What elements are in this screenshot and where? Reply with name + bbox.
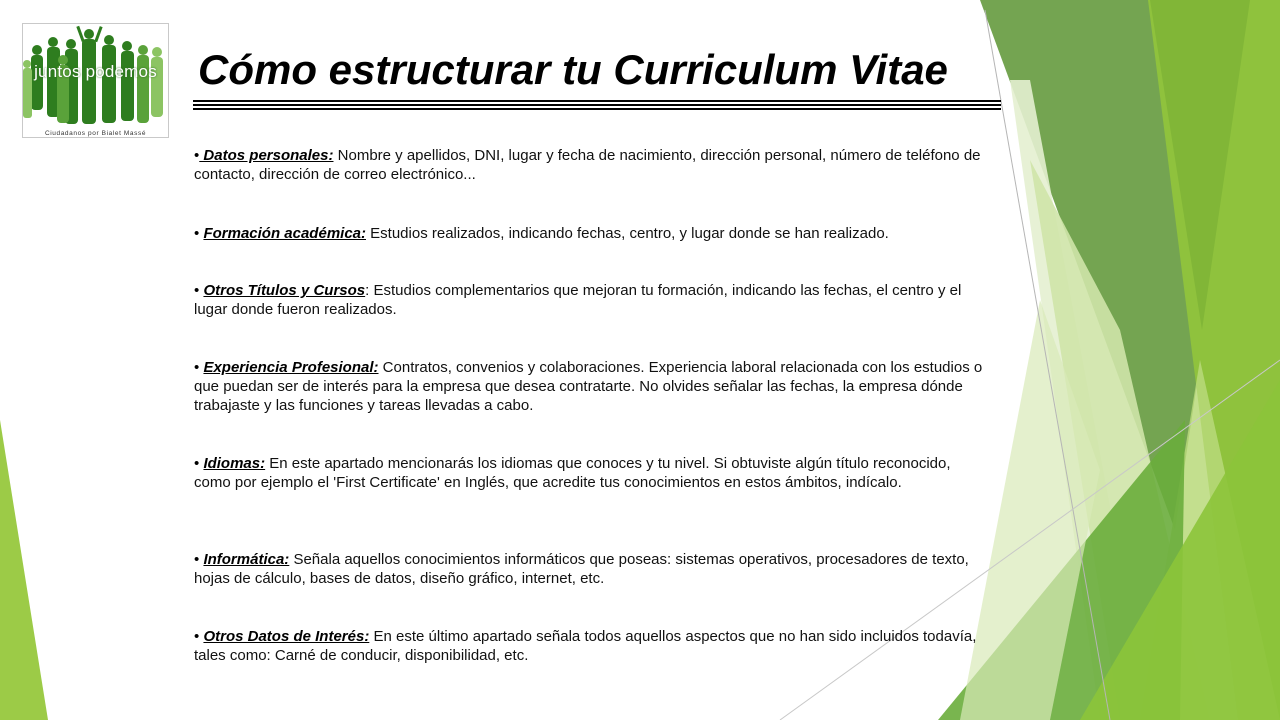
- item-key: Idiomas:: [203, 455, 266, 472]
- list-item-otros-titulos: [194, 281, 984, 319]
- logo-name: juntos podemos: [34, 62, 157, 81]
- item-text: En este apartado mencionarás los idiomas que conoces y tu nivel. Si obtuviste algún título reconocido, como por ejemplo el 'First Certificate' en Inglés, que acredite tus conocimientos en estos ámbitos, indícalo.: [194, 455, 951, 492]
- logo-tagline: Ciudadanos por Bialet Massé: [44, 130, 147, 137]
- title-underline-3: [193, 108, 1001, 110]
- item-text: Señala aquellos conocimientos informáticos que poseas: sistemas operativos, procesadores de texto, hojas de cálculo, bases de datos, diseño gráfico, internet, etc.: [194, 551, 969, 588]
- bullet: •: [194, 455, 200, 472]
- bullet: •: [194, 551, 200, 568]
- title-underline-2: [193, 104, 1001, 106]
- bullet: •: [194, 359, 200, 376]
- list-item-experiencia-profesional: [194, 358, 984, 416]
- item-text: Estudios realizados, indicando fechas, centro, y lugar donde se han realizado.: [366, 225, 889, 242]
- list-item-otros-datos: [194, 627, 984, 665]
- bullet: •: [194, 147, 200, 164]
- bullet: •: [194, 282, 200, 299]
- item-text: Contratos, convenios y colaboraciones. Experiencia laboral relacionada con los estudios o que puedan ser de interés para la empresa que desea contratarte. No olvides señalar las fechas, la empresa dónde trabajaste y las funciones y tareas llevadas a cabo.: [194, 359, 983, 415]
- page-title: Cómo estructurar tu Curriculum Vitae: [198, 46, 948, 93]
- list-item-formacion-academica: [194, 224, 984, 243]
- item-text: Nombre y apellidos, DNI, lugar y fecha de nacimiento, dirección personal, número de teléfono de contacto, dirección de correo electrónico...: [194, 147, 981, 184]
- logo: [22, 23, 169, 138]
- item-text: En este último apartado señala todos aquellos aspectos que no han sido incluidos todavía, tales como: Carné de conducir, disponibilidad, etc.: [194, 628, 977, 665]
- item-key: Informática:: [203, 551, 290, 568]
- item-key: Otros Datos de Interés:: [203, 628, 370, 645]
- left-green-sliver: [0, 420, 48, 720]
- item-key: Otros Títulos y Cursos: [203, 282, 366, 299]
- list-item-informatica: [194, 550, 984, 588]
- bullet: •: [194, 225, 200, 242]
- title-underline-1: [193, 100, 1001, 102]
- list-item-datos-personales: [194, 146, 984, 184]
- item-key: Formación académica:: [203, 225, 366, 242]
- item-key: Experiencia Profesional:: [203, 359, 379, 376]
- list-item-idiomas: [194, 454, 984, 492]
- item-text: : Estudios complementarios que mejoran tu formación, indicando las fechas, el centro y el lugar donde fueron realizados.: [194, 282, 962, 319]
- bullet: •: [194, 628, 200, 645]
- item-key: Datos personales:: [199, 147, 334, 164]
